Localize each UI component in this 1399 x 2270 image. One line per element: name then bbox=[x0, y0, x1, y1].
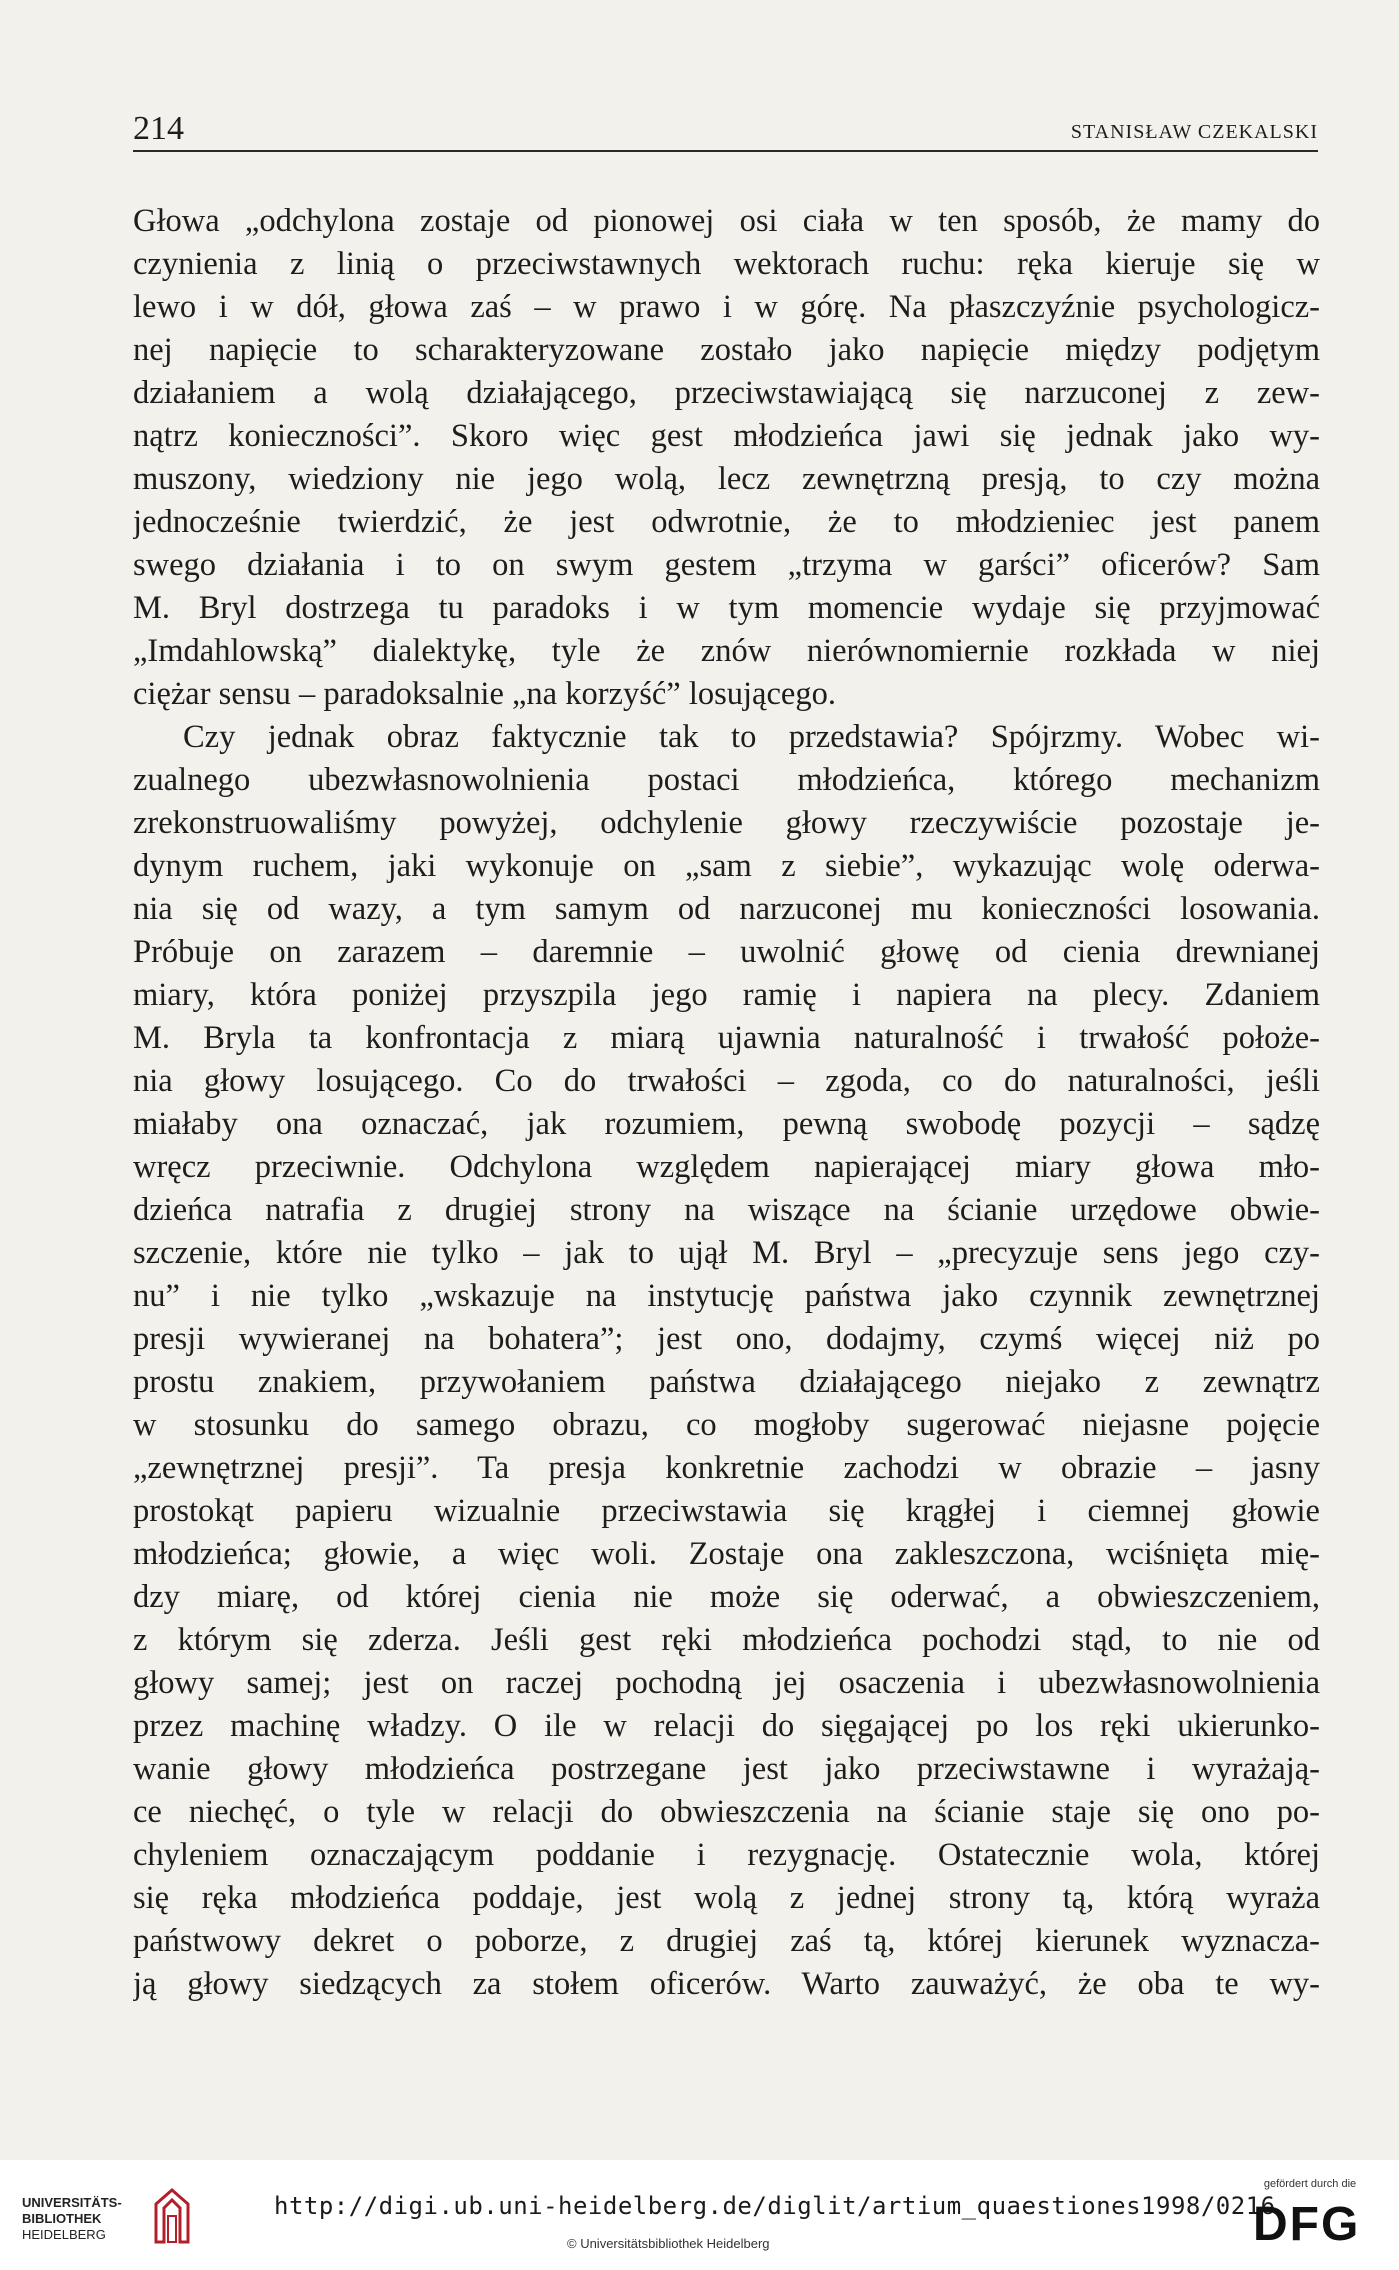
library-name-line2: BIBLIOTHEK bbox=[22, 2211, 102, 2226]
text-line: muszony, wiedziony nie jego wolą, lecz zewnętrzną presją, to czy można bbox=[133, 461, 1320, 497]
text-line: lewo i w dół, głowa zaś – w prawo i w górę. Na płaszczyźnie psychologicz- bbox=[133, 289, 1320, 325]
text-line: prostu znakiem, przywołaniem państwa działającego niejako z zewnątrz bbox=[133, 1364, 1320, 1400]
text-line: miałaby ona oznaczać, jak rozumiem, pewną swobodę pozycji – sądzę bbox=[133, 1106, 1320, 1142]
text-line: się ręka młodzieńca poddaje, jest wolą z jednej strony tą, którą wyraża bbox=[133, 1880, 1320, 1916]
text-line: dzy miarę, od której cienia nie może się oderwać, a obwieszczeniem, bbox=[133, 1579, 1320, 1615]
text-line: miary, która poniżej przyszpila jego ramię i napiera na plecy. Zdaniem bbox=[133, 977, 1320, 1013]
page-number: 214 bbox=[133, 110, 184, 147]
text-line: „Imdahlowską” dialektykę, tyle że znów nierównomiernie rozkłada w niej bbox=[133, 633, 1320, 669]
permalink-url[interactable]: http://digi.ub.uni-heidelberg.de/diglit/artium_quaestiones1998/0216 bbox=[274, 2192, 1276, 2220]
text-line: państwowy dekret o poborze, z drugiej zaś tą, której kierunek wyznacza- bbox=[133, 1923, 1320, 1959]
text-line: ją głowy siedzących za stołem oficerów. Warto zauważyć, że oba te wy- bbox=[133, 1966, 1320, 2002]
text-line: nia głowy losującego. Co do trwałości – zgoda, co do naturalności, jeśli bbox=[133, 1063, 1320, 1099]
text-line: szczenie, które nie tylko – jak to ujął M. Bryl – „precyzuje sens jego czy- bbox=[133, 1235, 1320, 1271]
running-head-author: STANISŁAW CZEKALSKI bbox=[1070, 121, 1318, 143]
text-line: ciężar sensu – paradoksalnie „na korzyść” losującego. bbox=[133, 676, 836, 712]
funding-caption: gefördert durch die bbox=[1263, 2178, 1357, 2190]
text-line: dynym ruchem, jaki wykonuje on „sam z siebie”, wykazując wolę oderwa- bbox=[133, 848, 1320, 884]
text-line: w stosunku do samego obrazu, co mogłoby sugerować niejasne pojęcie bbox=[133, 1407, 1320, 1443]
text-line: zualnego ubezwłasnowolnienia postaci młodzieńca, którego mechanizm bbox=[133, 762, 1320, 798]
text-line: Próbuje on zarazem – daremnie – uwolnić głowę od cienia drewnianej bbox=[133, 934, 1320, 970]
dfg-funding-badge bbox=[1245, 2178, 1385, 2258]
text-line: „zewnętrznej presji”. Ta presja konkretnie zachodzi w obrazie – jasny bbox=[133, 1450, 1320, 1486]
text-line: jednocześnie twierdzić, że jest odwrotnie, że to młodzieniec jest panem bbox=[133, 504, 1320, 540]
text-line: M. Bryl dostrzega tu paradoks i w tym momencie wydaje się przyjmować bbox=[133, 590, 1320, 626]
dfg-logo: DFG bbox=[1253, 2198, 1361, 2251]
text-line: wanie głowy młodzieńca postrzegane jest jako przeciwstawne i wyrażają- bbox=[133, 1751, 1320, 1787]
library-name-line1: UNIVERSITÄTS- bbox=[22, 2195, 122, 2210]
text-line: ce niechęć, o tyle w relacji do obwieszczenia na ścianie staje się ono po- bbox=[133, 1794, 1320, 1830]
text-line: czynienia z linią o przeciwstawnych wektorach ruchu: ręka kieruje się w bbox=[133, 246, 1320, 282]
library-emblem-icon bbox=[150, 2186, 194, 2246]
running-head bbox=[133, 110, 1318, 152]
text-line: Czy jednak obraz faktycznie tak to przedstawia? Spójrzmy. Wobec wi- bbox=[183, 719, 1320, 755]
text-line: dzieńca natrafia z drugiej strony na wiszące na ścianie urzędowe obwie- bbox=[133, 1192, 1320, 1228]
text-line: głowy samej; jest on raczej pochodną jej osaczenia i ubezwłasnowolnienia bbox=[133, 1665, 1320, 1701]
text-line: prostokąt papieru wizualnie przeciwstawia się krągłej i ciemnej głowie bbox=[133, 1493, 1320, 1529]
text-line: M. Bryla ta konfrontacja z miarą ujawnia naturalność i trwałość położe- bbox=[133, 1020, 1320, 1056]
text-line: nu” i nie tylko „wskazuje na instytucję państwa jako czynnik zewnętrznej bbox=[133, 1278, 1320, 1314]
text-line: działaniem a wolą działającego, przeciwstawiającą się narzuconej z zew- bbox=[133, 375, 1320, 411]
digitization-footer bbox=[0, 2160, 1399, 2270]
text-line: z którym się zderza. Jeśli gest ręki młodzieńca pochodzi stąd, to nie od bbox=[133, 1622, 1320, 1658]
text-line: nątrz konieczności”. Skoro więc gest młodzieńca jawi się jednak jako wy- bbox=[133, 418, 1320, 454]
text-line: nia się od wazy, a tym samym od narzuconej mu konieczności losowania. bbox=[133, 891, 1320, 927]
text-line: Głowa „odchylona zostaje od pionowej osi ciała w ten sposób, że mamy do bbox=[133, 203, 1320, 239]
text-line: młodzieńca; głowie, a więc woli. Zostaje ona zakleszczona, wciśnięta mię- bbox=[133, 1536, 1320, 1572]
text-line: przez machinę władzy. O ile w relacji do sięgającej po los ręki ukierunko- bbox=[133, 1708, 1320, 1744]
text-line: zrekonstruowaliśmy powyżej, odchylenie głowy rzeczywiście pozostaje je- bbox=[133, 805, 1320, 841]
text-line: nej napięcie to scharakteryzowane zostało jako napięcie między podjętym bbox=[133, 332, 1320, 368]
text-line: chyleniem oznaczającym poddanie i rezygnację. Ostatecznie wola, której bbox=[133, 1837, 1320, 1873]
university-library-logo bbox=[22, 2190, 197, 2250]
copyright-notice: © Universitätsbibliothek Heidelberg bbox=[567, 2236, 770, 2251]
text-line: wręcz przeciwnie. Odchylona względem napierającej miary głowa mło- bbox=[133, 1149, 1320, 1185]
text-line: swego działania i to on swym gestem „trzyma w garści” oficerów? Sam bbox=[133, 547, 1320, 583]
body-text bbox=[133, 200, 1320, 2006]
text-line: presji wywieranej na bohatera”; jest ono, dodajmy, czymś więcej niż po bbox=[133, 1321, 1320, 1357]
library-name-line3: HEIDELBERG bbox=[22, 2227, 106, 2242]
